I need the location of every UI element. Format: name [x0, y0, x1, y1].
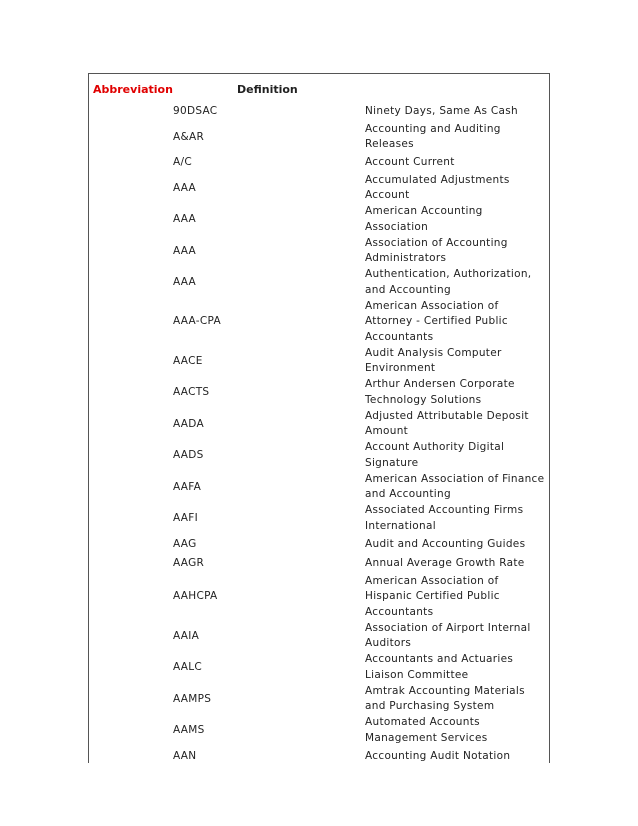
definition-cell: Annual Average Growth Rate [365, 557, 525, 569]
table-row [89, 535, 549, 555]
abbreviation-cell: AAG [173, 537, 197, 550]
abbreviation-cell: AALC [173, 661, 203, 673]
abbreviation-cell: AAMS [173, 724, 205, 736]
definition-cell: Associated Accounting Firms International [365, 504, 524, 532]
table-row [89, 574, 549, 621]
definition-cell: American Association of Hispanic Certified Public Accountants [365, 574, 500, 618]
definition-cell: Association of Accounting Administrators [365, 236, 508, 265]
table-row [89, 652, 549, 684]
abbreviation-cell: AAFI [173, 512, 198, 524]
definition-cell: American Association of Attorney - Certified Public Accountants [365, 299, 508, 343]
definition-cell: Audit and Accounting Guides [365, 537, 526, 550]
table-row [89, 204, 549, 236]
abbreviation-cell: A&AR [173, 130, 205, 143]
table-body [89, 102, 549, 763]
definition-cell: Association of Airport Internal Auditors [365, 621, 531, 650]
definition-cell: Audit Analysis Computer Environment [365, 346, 502, 375]
definition-cell: Ninety Days, Same As Cash [365, 105, 518, 117]
definition-cell: Accountants and Actuaries Liaison Committee [365, 653, 514, 681]
abbreviation-cell: AAFA [173, 480, 202, 493]
table-row [89, 715, 549, 747]
definition-cell: Amtrak Accounting Materials and Purchasing System [365, 684, 525, 713]
definition-cell: Automated Accounts Management Services [365, 716, 488, 744]
table-row [89, 346, 549, 378]
abbreviation-cell: AAHCPA [173, 590, 218, 603]
table-row [89, 102, 549, 122]
definition-cell: Accounting Audit Notation [365, 749, 511, 762]
abbreviation-cell: A/C [173, 156, 192, 168]
glossary-table [88, 73, 550, 763]
abbreviation-cell: AAN [173, 749, 197, 762]
table-row [89, 472, 549, 504]
table-row [89, 621, 549, 653]
abbreviation-cell: AADA [173, 417, 204, 430]
abbreviation-cell: AAA [173, 276, 197, 288]
table-row [89, 267, 549, 299]
table-row [89, 409, 549, 441]
abbreviation-cell: 90DSAC [173, 105, 218, 117]
table-row [89, 554, 549, 574]
table-row [89, 236, 549, 268]
abbreviation-cell: AAMPS [173, 692, 212, 705]
abbreviation-cell: AAA-CPA [173, 315, 221, 328]
abbreviation-cell: AAIA [173, 629, 200, 642]
table-row [89, 122, 549, 154]
table-row [89, 684, 549, 716]
definition-cell: Accumulated Adjustments Account [365, 173, 510, 202]
definition-column-header: Definition [237, 83, 298, 96]
table-row [89, 377, 549, 409]
abbreviation-cell: AACTS [173, 386, 210, 398]
definition-cell: Adjusted Attributable Deposit Amount [365, 409, 529, 438]
definition-cell: Authentication, Authorization, and Accounting [365, 268, 532, 296]
definition-cell: American Association of Finance and Accounting [365, 472, 545, 501]
table-row [89, 440, 549, 472]
abbreviation-cell: AAGR [173, 557, 205, 569]
definition-cell: Account Authority Digital Signature [365, 441, 505, 469]
table-header [89, 74, 549, 102]
table-row [89, 747, 549, 764]
abbreviation-column-header: Abbreviation [93, 83, 173, 96]
abbreviation-cell: AAA [173, 213, 197, 225]
table-row [89, 173, 549, 205]
table-row [89, 299, 549, 346]
definition-cell: American Accounting Association [365, 205, 483, 233]
abbreviation-cell: AAA [173, 181, 197, 194]
abbreviation-cell: AAA [173, 244, 197, 257]
abbreviation-cell: AACE [173, 354, 203, 367]
definition-cell: Arthur Andersen Corporate Technology Solutions [365, 378, 515, 406]
definition-cell: Account Current [365, 156, 455, 168]
abbreviation-cell: AADS [173, 449, 204, 461]
table-row [89, 153, 549, 173]
table-row [89, 503, 549, 535]
definition-cell: Accounting and Auditing Releases [365, 122, 501, 151]
